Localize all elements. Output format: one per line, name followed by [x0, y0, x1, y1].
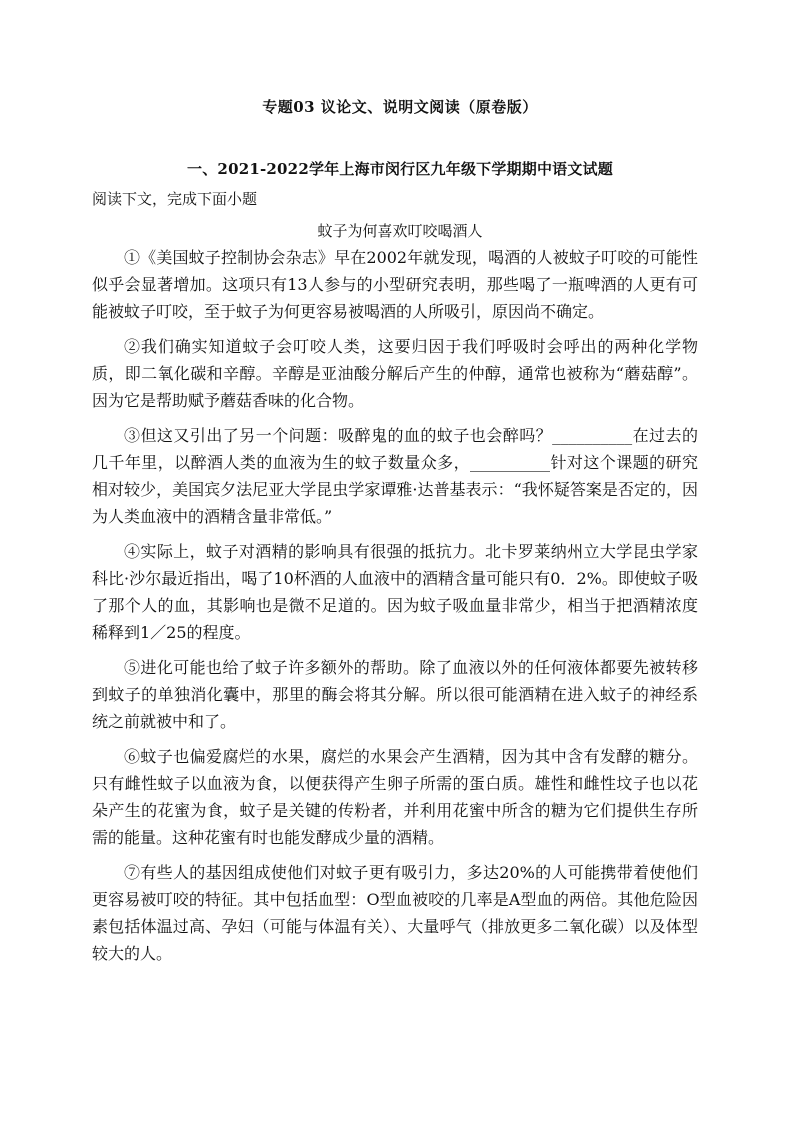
document-title: 专题03 议论文、说明文阅读（原卷版） — [262, 98, 538, 116]
section-title: 一、2021-2022学年上海市闵行区九年级下学期期中语文试题 — [187, 160, 613, 178]
paragraph-4: ④实际上，蚊子对酒精的影响具有很强的抵抗力。北卡罗莱纳州立大学昆虫学家科比·沙尔最近指出，喝了10杯酒的人血液中的酒精含量可能只有0．2%。即使蚊子吸了那个人的血，其影响也是微不足道的。因为蚊子吸血量非常少，相当于把酒精浓度稀释到1／25的程度。 — [92, 542, 698, 642]
reading-instruction: 阅读下文，完成下面小题 — [92, 190, 258, 208]
paragraph-3: ③但这又引出了另一个问题：吸醉鬼的血的蚊子也会醉吗？__________在过去的几千年里，以醉酒人类的血液为生的蚊子数量众多，__________针对这个课题的研究相对较少，美国宾夕法尼亚大学昆虫学家谭雅·达普基表示：“我怀疑答案是否定的，因为人类血液中的酒精含量非常低。” — [92, 426, 698, 526]
paragraph-5: ⑤进化可能也给了蚊子许多额外的帮助。除了血液以外的任何液体都要先被转移到蚊子的单独消化囊中，那里的酶会将其分解。所以很可能酒精在进入蚊子的神经系统之前就被中和了。 — [92, 658, 698, 731]
paragraph-1: ①《美国蚊子控制协会杂志》早在2002年就发现，喝酒的人被蚊子叮咬的可能性似乎会显著增加。这项只有13人参与的小型研究表明，那些喝了一瓶啤酒的人更有可能被蚊子叮咬，至于蚊子为何更容易被喝酒的人所吸引，原因尚不确定。 — [92, 248, 698, 321]
paragraph-6: ⑥蚊子也偏爱腐烂的水果，腐烂的水果会产生酒精，因为其中含有发酵的糖分。只有雌性蚊子以血液为食，以便获得产生卵子所需的蛋白质。雄性和雌性坟子也以花朵产生的花蜜为食，蚊子是关键的传粉者，并利用花蜜中所含的糖为它们提供生存所需的能量。这种花蜜有时也能发酵成少量的酒精。 — [92, 747, 698, 847]
article-body — [92, 244, 698, 975]
article-title: 蚊子为何喜欢叮咬喝酒人 — [317, 222, 483, 240]
paragraph-7: ⑦有些人的基因组成使他们对蚊子更有吸引力，多达20%的人可能携带着使他们更容易被叮咬的特征。其中包括血型：O型血被咬的几率是A型血的两倍。其他危险因素包括体温过高、孕妇（可能与体温有关）、大量呼气（排放更多二氧化碳）以及体型较大的人。 — [92, 863, 698, 963]
paragraph-2: ②我们确实知道蚊子会叮咬人类，这要归因于我们呼吸时会呼出的两种化学物质，即二氧化碳和辛醇。辛醇是亚油酸分解后产生的仲醇，通常也被称为“蘑菇醇”。因为它是帮助赋予蘑菇香味的化合物。 — [92, 337, 698, 410]
